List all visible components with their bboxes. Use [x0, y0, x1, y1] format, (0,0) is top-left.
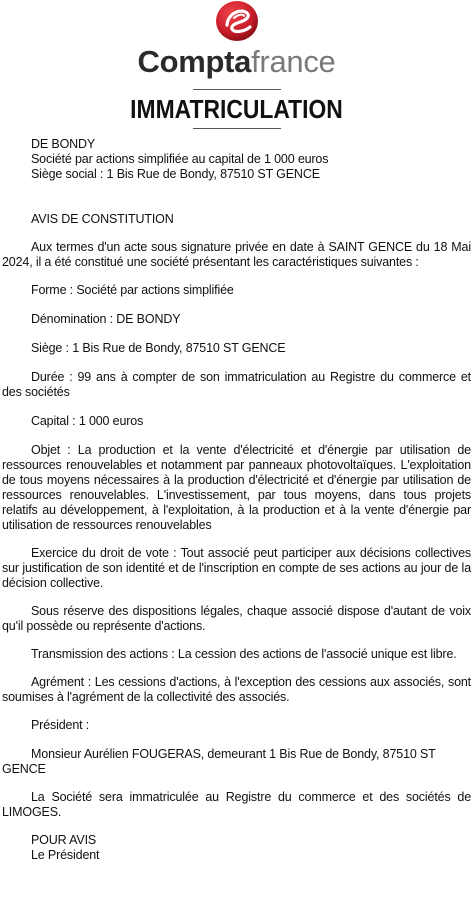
brand-wordmark-light: france: [251, 44, 336, 79]
paragraph-seat: Siège : 1 Bis Rue de Bondy, 87510 ST GENCE: [31, 341, 286, 355]
paragraph-votes: Sous réserve des dispositions légales, chaque associé dispose d'autant de voix qu'il possède ou représente d'actions.: [2, 604, 471, 633]
legal-notice-body: [2, 137, 471, 863]
company-name: DE BONDY: [31, 137, 96, 151]
paragraph-share-transfer: Transmission des actions : La cession des actions de l'associé unique est libre.: [31, 647, 457, 661]
paragraph-purpose: Objet : La production et la vente d'électricité et d'énergie par utilisation de ressources renouvelables et notamment par panneaux photovoltaïques. L'exploitation de tous moyens nécessaires à la production d'électricité et d'énergie par utilisation de ressources renouvelables. L'investissement, par tous moyens, dans tous projets relatifs au développement, à l'exploitation, à la production et à la vente d'énergie par utilisation de ressources renouvelables: [2, 443, 471, 532]
signature-line-1: POUR AVIS: [31, 833, 97, 847]
notice-heading: AVIS DE CONSTITUTION: [31, 212, 174, 226]
company-block: [2, 137, 471, 182]
paragraph-president-label: Président :: [31, 718, 90, 732]
paragraph-form: Forme : Société par actions simplifiée: [31, 283, 234, 297]
brand-wordmark: [0, 44, 473, 80]
brand-wordmark-bold: Compta: [137, 44, 252, 79]
page-title: IMMATRICULATION: [130, 94, 343, 124]
comptafrance-logo-icon: [214, 0, 260, 42]
paragraph-president-name: Monsieur Aurélien FOUGERAS, demeurant 1 Bis Rue de Bondy, 87510 ST GENCE: [2, 747, 436, 776]
paragraph-registration: La Société sera immatriculée au Registre du commerce et des sociétés de LIMOGES.: [2, 790, 471, 819]
title-rule-top: [193, 89, 281, 90]
company-seat: Siège social : 1 Bis Rue de Bondy, 87510 ST GENCE: [31, 167, 320, 181]
paragraph-voting-rights: Exercice du droit de vote : Tout associé peut participer aux décisions collectives sur justification de son identité et de l'inscription en compte de ses actions au jour de la décision collective.: [2, 546, 471, 590]
signature-line-2: Le Président: [31, 848, 100, 862]
signature-block: [2, 833, 471, 863]
paragraph-duration: Durée : 99 ans à compter de son immatriculation au Registre du commerce et des sociétés: [2, 370, 471, 399]
publication-header: [0, 0, 473, 130]
paragraph-approval: Agrément : Les cessions d'actions, à l'exception des cessions aux associés, sont soumises à l'agrément de la collectivité des associés.: [2, 675, 471, 704]
paragraph-intro: Aux termes d'un acte sous signature privée en date à SAINT GENCE du 18 Mai 2024, il a été constitué une société présentant les caractéristiques suivantes :: [2, 240, 471, 269]
paragraph-capital: Capital : 1 000 euros: [31, 414, 144, 428]
paragraph-denomination: Dénomination : DE BONDY: [31, 312, 181, 326]
title-rule-bottom: [193, 128, 281, 129]
company-type: Société par actions simplifiée au capital de 1 000 euros: [31, 152, 329, 166]
